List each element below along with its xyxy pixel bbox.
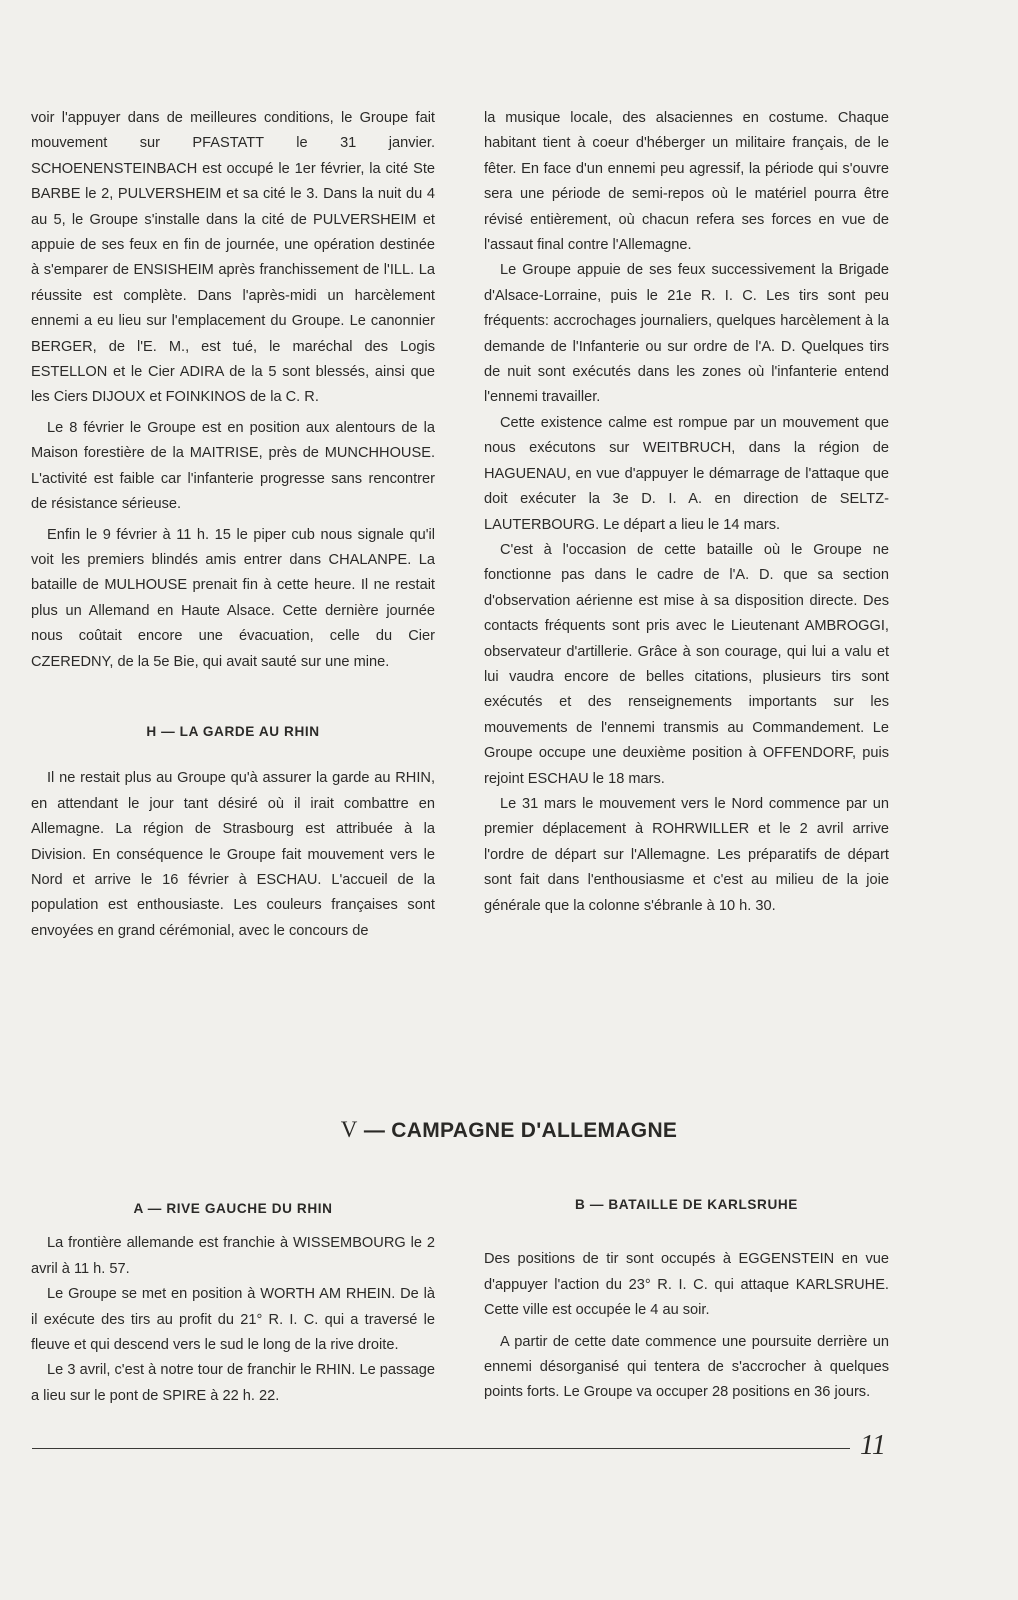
paragraph: Le 8 février le Groupe est en position aux alentours de la Maison forestière de la MAITRISE, près de MUNCHHOUSE. L'activité est faible car l'infanterie progresse sans rencontrer de résistance sérieuse.: [31, 419, 435, 513]
footer-rule: [32, 1448, 850, 1449]
paragraph: Le Groupe appuie de ses feux successivement la Brigade d'Alsace-Lorraine, puis le 21e R. I. C. Les tirs sont peu fréquents: accrochages journaliers, quelques harcèlement à la demande de l'Infanterie ou sur ordre de l'A. D. Quelques tirs de nuit sont exécutés dans les zones où l'infanterie entend l'ennemi travailler.: [484, 262, 889, 406]
right-column-bottom: [484, 1196, 889, 1406]
paragraph: Des positions de tir sont occupés à EGGENSTEIN en vue d'appuyer l'action du 23° R. I. C. qui attaque KARLSRUHE. Cette ville est occupée le 4 au soir.: [484, 1251, 889, 1319]
page-number: 11: [860, 1430, 886, 1461]
right-column-top: [484, 106, 889, 919]
chapter-name: CAMPAGNE D'ALLEMAGNE: [391, 1119, 678, 1142]
paragraph: Le 31 mars le mouvement vers le Nord commence par un premier déplacement à ROHRWILLER et le 2 avril arrive l'ordre de départ sur l'Allemagne. Les préparatifs de départ sont fait dans l'enthousiasme et c'est au milieu de la joie générale que la colonne s'ébranle à 10 h. 30.: [484, 795, 889, 914]
section-heading: B — BATAILLE DE KARLSRUHE: [575, 1197, 798, 1212]
paragraph: La frontière allemande est franchie à WISSEMBOURG le 2 avril à 11 h. 57.: [31, 1235, 435, 1277]
paragraph: la musique locale, des alsaciennes en costume. Chaque habitant tient à coeur d'héberger un militaire français, de le fêter. En face d'un ennemi peu agressif, la période qui s'ouvre sera une période de semi-repos où le matériel pourra être révisé entièrement, où chacun refera ses forces en vue de l'assaut final contre l'Allemagne.: [484, 110, 889, 254]
paragraph: Enfin le 9 février à 11 h. 15 le piper cub nous signale qu'il voit les premiers blindés amis entrer dans CHALANPE. La bataille de MULHOUSE prenait fin à cette heure. Il ne restait plus un Allemand en Haute Alsace. Cette dernière journée nous coûtait encore une évacuation, celle du Cier CZEREDNY, de la 5e Bie, qui avait sauté sur une mine.: [31, 526, 435, 670]
section-heading: H — LA GARDE AU RHIN: [146, 723, 320, 739]
paragraph: A partir de cette date commence une poursuite derrière un ennemi désorganisé qui tentera de s'accrocher à quelques points forts. Le Groupe va occuper 28 positions en 36 jours.: [484, 1333, 889, 1401]
paragraph: Cette existence calme est rompue par un mouvement que nous exécutons sur WEITBRUCH, dans la région de HAGUENAU, en vue d'appuyer le démarrage de l'attaque que doit exécuter la 3e D. I. A. en direction de SELTZ-LAUTERBOURG. Le départ a lieu le 14 mars.: [484, 414, 889, 533]
left-column-top: [31, 106, 435, 944]
chapter-number: V: [340, 1117, 358, 1142]
paragraph: Il ne restait plus au Groupe qu'à assurer la garde au RHIN, en attendant le jour tant désiré où il irait combattre en Allemagne. La région de Strasbourg est attribuée à la Division. En conséquence le Groupe fait mouvement vers le Nord et arrive le 16 février à ESCHAU. L'accueil de la population est enthousiaste. Les couleurs françaises sont envoyées en grand cérémonial, avec le concours de: [31, 770, 435, 939]
paragraph: Le 3 avril, c'est à notre tour de franchir le RHIN. Le passage a lieu sur le pont de SPIRE à 22 h. 22.: [31, 1362, 435, 1404]
left-column-bottom: [31, 1196, 435, 1409]
chapter-dash: —: [357, 1119, 392, 1142]
paragraph: voir l'appuyer dans de meilleures conditions, le Groupe fait mouvement sur PFASTATT le 31 janvier. SCHOENENSTEINBACH est occupé le 1er février, la cité Ste BARBE le 2, PULVERSHEIM et sa cité le 3. Dans la nuit du 4 au 5, le Groupe s'installe dans la cité de PULVERSHEIM et appuie de ses feux en fin de journée, une opération destinée à s'emparer de ENSISHEIM après franchissement de l'ILL. La réussite est complète. Dans l'après-midi un harcèlement ennemi a eu lieu sur l'emplacement du Groupe. Le canonnier BERGER, de l'E. M., est tué, le maréchal des Logis ESTELLON et le Cier ADIRA de la 5 sont blessés, ainsi que les Ciers DIJOUX et FOINKINOS de la C. R.: [31, 110, 435, 406]
chapter-title: [0, 1117, 1018, 1143]
section-heading: A — RIVE GAUCHE DU RHIN: [133, 1201, 333, 1216]
paragraph: Le Groupe se met en position à WORTH AM RHEIN. De là il exécute des tirs au profit du 21° R. I. C. qui a traversé le fleuve et qui descend vers le sud le long de la rive droite.: [31, 1286, 435, 1354]
paragraph: C'est à l'occasion de cette bataille où le Groupe ne fonctionne pas dans le cadre de l'A. D. que sa section d'observation aérienne est mise à sa disposition directe. Des contacts fréquents sont pris avec le Lieutenant AMBROGGI, observateur d'artillerie. Grâce à son courage, qui lui a valu et lui vaudra encore de belles citations, plusieurs tirs sont exécutés et des renseignements importants sur les mouvements de l'ennemi transmis au Commandement. Le Groupe occupe une deuxième position à OFFENDORF, puis rejoint ESCHAU le 18 mars.: [484, 541, 889, 787]
